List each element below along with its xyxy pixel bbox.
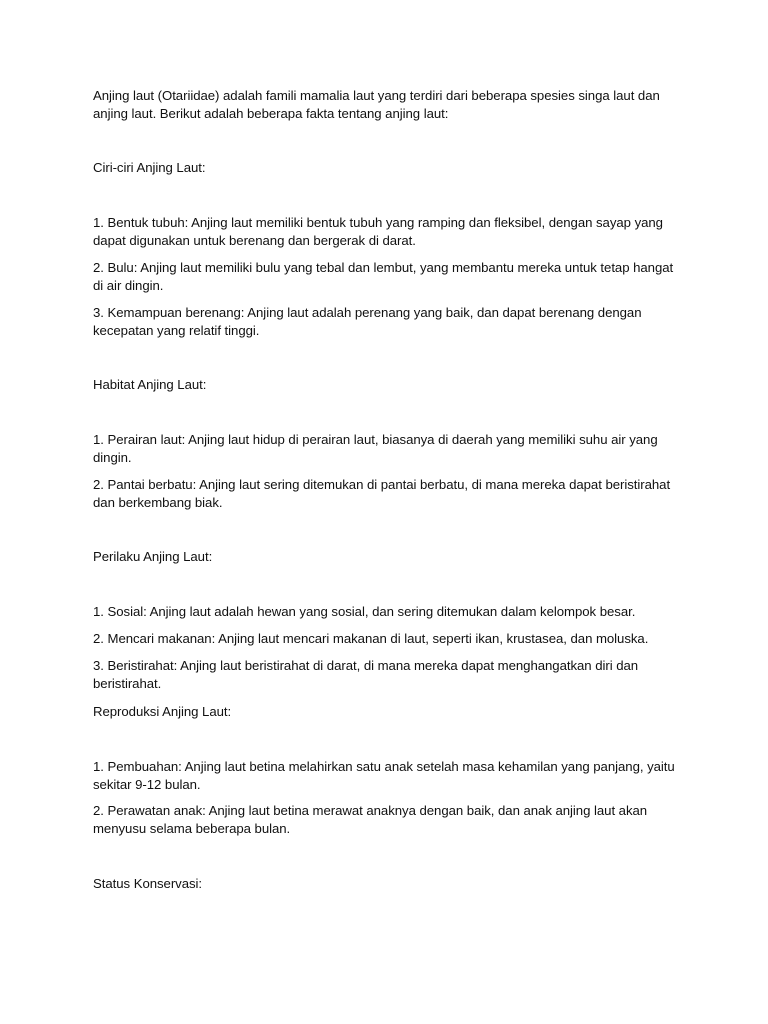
list-item: 1. Bentuk tubuh: Anjing laut memiliki bentuk tubuh yang ramping dan fleksibel, dengan sayap yang dapat digunakan untuk berenang dan bergerak di darat. bbox=[93, 215, 663, 248]
list-item: 1. Sosial: Anjing laut adalah hewan yang sosial, dan sering ditemukan dalam kelompok besar. bbox=[93, 604, 636, 619]
list-item: 3. Beristirahat: Anjing laut beristirahat di darat, di mana mereka dapat menghangatkan diri dan beristirahat. bbox=[93, 658, 639, 691]
list-item: 2. Perawatan anak: Anjing laut betina merawat anaknya dengan baik, dan anak anjing laut akan menyusu selama beberapa bulan. bbox=[93, 803, 648, 836]
section-heading-ciri-ciri: Ciri-ciri Anjing Laut: bbox=[93, 160, 206, 175]
section-heading-reproduksi: Reproduksi Anjing Laut: bbox=[93, 704, 232, 719]
list-item: 1. Pembuahan: Anjing laut betina melahirkan satu anak setelah masa kehamilan yang panjang, yaitu sekitar 9-12 bulan. bbox=[93, 759, 675, 792]
list-item: 3. Kemampuan berenang: Anjing laut adalah perenang yang baik, dan dapat berenang dengan kecepatan yang relatif tinggi. bbox=[93, 305, 642, 338]
section-heading-status-konservasi: Status Konservasi: bbox=[93, 876, 203, 891]
list-item: 1. Perairan laut: Anjing laut hidup di perairan laut, biasanya di daerah yang memiliki suhu air yang dingin. bbox=[93, 432, 658, 465]
intro-paragraph: Anjing laut (Otariidae) adalah famili mamalia laut yang terdiri dari beberapa spesies singa laut dan anjing laut. Berikut adalah beberapa fakta tentang anjing laut: bbox=[93, 88, 660, 121]
list-item: 2. Bulu: Anjing laut memiliki bulu yang tebal dan lembut, yang membantu mereka untuk tetap hangat di air dingin. bbox=[93, 260, 674, 293]
section-heading-perilaku: Perilaku Anjing Laut: bbox=[93, 549, 213, 564]
list-item: 2. Pantai berbatu: Anjing laut sering ditemukan di pantai berbatu, di mana mereka dapat beristirahat dan berkembang biak. bbox=[93, 477, 671, 510]
list-item: 2. Mencari makanan: Anjing laut mencari makanan di laut, seperti ikan, krustasea, dan moluska. bbox=[93, 631, 649, 646]
section-heading-habitat: Habitat Anjing Laut: bbox=[93, 377, 207, 392]
